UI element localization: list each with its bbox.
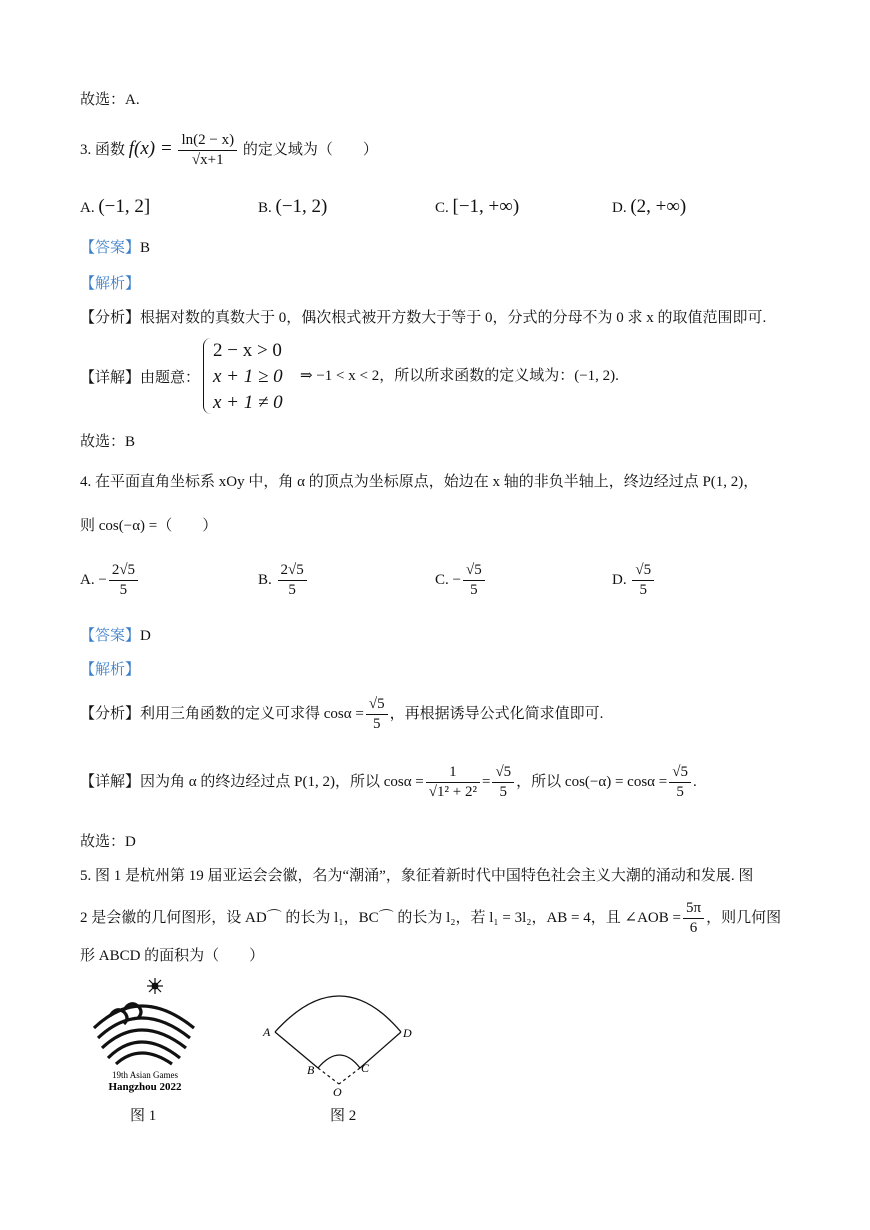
q3-stem-prefix: 3. 函数 xyxy=(80,141,126,158)
q3-jiexi-tag: 【解析】 xyxy=(80,276,141,292)
q3-option-b xyxy=(258,196,327,218)
fenxi-pre: 利用三角函数的定义可求得 cosα = xyxy=(140,705,364,722)
logo-text-line2: Hangzhou 2022 xyxy=(108,1081,182,1093)
xiangjie-tag: 【详解】 xyxy=(80,773,141,790)
q4-conclusion: 故选：D xyxy=(80,834,136,850)
q3-option-a xyxy=(80,196,150,218)
q4-option-d xyxy=(612,562,656,599)
q5-angle-den: 6 xyxy=(689,920,698,936)
q4-answer xyxy=(80,624,151,645)
q2-conclusion: 故选：A. xyxy=(80,92,140,108)
q3-fraction-den: √x+1 xyxy=(191,152,224,168)
q4-option-a xyxy=(80,562,140,599)
option-value: [−1, +∞) xyxy=(452,196,520,217)
arc-bc xyxy=(318,1055,360,1068)
option-den: 5 xyxy=(119,582,128,598)
xiangjie-prefix: 由题意： xyxy=(140,370,201,386)
option-value: (−1, 2] xyxy=(98,196,151,217)
answer-tag: 【答案】 xyxy=(80,240,141,256)
q4-stem-line2: 则 cos(−α) =（ ） xyxy=(80,518,218,534)
system-line: x + 1 ≥ 0 xyxy=(213,366,283,387)
label-d: D xyxy=(403,1026,412,1040)
option-den: 5 xyxy=(639,582,647,598)
q3-system xyxy=(213,338,283,416)
q3-stem-suffix: 的定义域为（ ） xyxy=(242,141,378,158)
xiangjie-end: . xyxy=(692,773,697,790)
xiangjie-frac3-den: 5 xyxy=(676,784,684,800)
option-num: 2√5 xyxy=(278,562,307,581)
q3-xiangjie-label xyxy=(80,366,200,387)
q5-line2-post: ，则几何图 xyxy=(706,909,782,926)
label-o: O xyxy=(333,1085,342,1099)
label-c: C xyxy=(361,1061,370,1075)
option-sign: − xyxy=(452,571,461,588)
option-den: 5 xyxy=(470,582,478,598)
q3-xiangjie-suffix: ⇒ −1 < x < 2，所以所求函数的定义域为：(−1, 2). xyxy=(300,368,619,384)
q4-option-c xyxy=(435,562,487,599)
wave-emblem-icon xyxy=(94,1004,194,1064)
dashed-co xyxy=(339,1068,360,1084)
xiangjie-frac1-den: √1² + 2² xyxy=(428,784,477,800)
option-value: (2, +∞) xyxy=(630,196,687,217)
xiangjie-tag: 【详解】 xyxy=(80,370,141,386)
fenxi-text: 根据对数的真数大于 0，偶次根式被开方数大于等于 0，分式的分母不为 0 求 x 的取值范围即可. xyxy=(140,310,767,326)
logo-text-line1: 19th Asian Games xyxy=(112,1070,178,1080)
xiangjie-frac3-num: √5 xyxy=(669,764,691,783)
fenxi-den: 5 xyxy=(372,716,381,732)
option-num: √5 xyxy=(463,562,485,581)
sector-geometry-figure xyxy=(255,990,425,1100)
xiangjie-frac2-num: √5 xyxy=(492,764,514,783)
q4-jiexi-tag: 【解析】 xyxy=(80,662,141,678)
q5-line2-pre: 2 是会徽的几何图形，设 AD⌒ 的长为 l₁，BC⌒ 的长为 l₂，若 l₁ = 3l₂，AB = 4，且 ∠AOB = xyxy=(80,909,681,926)
hangzhou-asian-games-logo xyxy=(80,976,210,1096)
q3-function: f(x) = xyxy=(128,137,173,159)
q4-xiangjie xyxy=(80,764,697,801)
q5-stem-line2 xyxy=(80,900,781,937)
q3-fraction-num: ln(2 − x) xyxy=(178,132,237,151)
answer-value: D xyxy=(140,628,151,644)
q5-angle-num: 5π xyxy=(683,900,704,919)
xiangjie-pre: 因为角 α 的终边经过点 P(1, 2)，所以 cosα = xyxy=(140,773,424,790)
fenxi-tag: 【分析】 xyxy=(80,705,141,722)
option-label: C. xyxy=(435,200,449,216)
q3-conclusion: 故选：B xyxy=(80,434,136,450)
option-label: D. xyxy=(612,200,627,216)
equals-sign: = xyxy=(481,773,491,790)
option-den: 5 xyxy=(288,582,296,598)
option-label: C. xyxy=(435,571,449,588)
q5-stem-line3: 形 ABCD 的面积为（ ） xyxy=(80,948,265,964)
q3-answer xyxy=(80,236,150,257)
system-line: x + 1 ≠ 0 xyxy=(213,392,283,413)
q3-fenxi xyxy=(80,306,766,327)
option-value: (−1, 2) xyxy=(275,196,328,217)
xiangjie-mid: ，所以 cos(−α) = cosα = xyxy=(516,773,668,790)
option-label: A. xyxy=(80,571,95,588)
dashed-bo xyxy=(318,1068,339,1084)
fenxi-num: √5 xyxy=(366,696,388,715)
q5-stem-line1: 5. 图 1 是杭州第 19 届亚运会会徽，名为“潮涌”，象征着新时代中国特色社会主义大潮的涌动和发展. 图 xyxy=(80,868,754,884)
fig2-caption: 图 2 xyxy=(330,1108,357,1124)
xiangjie-frac1-num: 1 xyxy=(426,764,480,783)
answer-value: B xyxy=(140,240,151,256)
option-num: √5 xyxy=(632,562,654,581)
q3-fraction xyxy=(178,132,237,169)
fenxi-tag: 【分析】 xyxy=(80,310,141,326)
option-label: B. xyxy=(258,200,272,216)
q4-option-b xyxy=(258,562,309,599)
option-sign: − xyxy=(98,571,107,588)
option-num: 2√5 xyxy=(109,562,138,581)
q3-stem xyxy=(80,132,378,169)
fenxi-post: ，再根据诱导公式化简求值即可. xyxy=(389,705,604,722)
option-label: D. xyxy=(612,571,627,588)
q4-fenxi xyxy=(80,696,603,733)
answer-tag: 【答案】 xyxy=(80,628,141,644)
system-line: 2 − x > 0 xyxy=(213,340,282,361)
fig1-caption: 图 1 xyxy=(130,1108,157,1124)
label-a: A xyxy=(263,1025,271,1039)
arc-ad xyxy=(275,996,401,1032)
option-label: B. xyxy=(258,571,272,588)
q3-option-d xyxy=(612,196,686,218)
xiangjie-frac2-den: 5 xyxy=(499,784,508,800)
option-label: A. xyxy=(80,200,95,216)
sun-icon xyxy=(147,978,163,994)
q3-option-c xyxy=(435,196,519,218)
q4-stem-line1: 4. 在平面直角坐标系 xOy 中，角 α 的顶点为坐标原点，始边在 x 轴的非负半轴上，终边经过点 P(1, 2)， xyxy=(80,474,759,490)
label-b: B xyxy=(307,1063,315,1077)
